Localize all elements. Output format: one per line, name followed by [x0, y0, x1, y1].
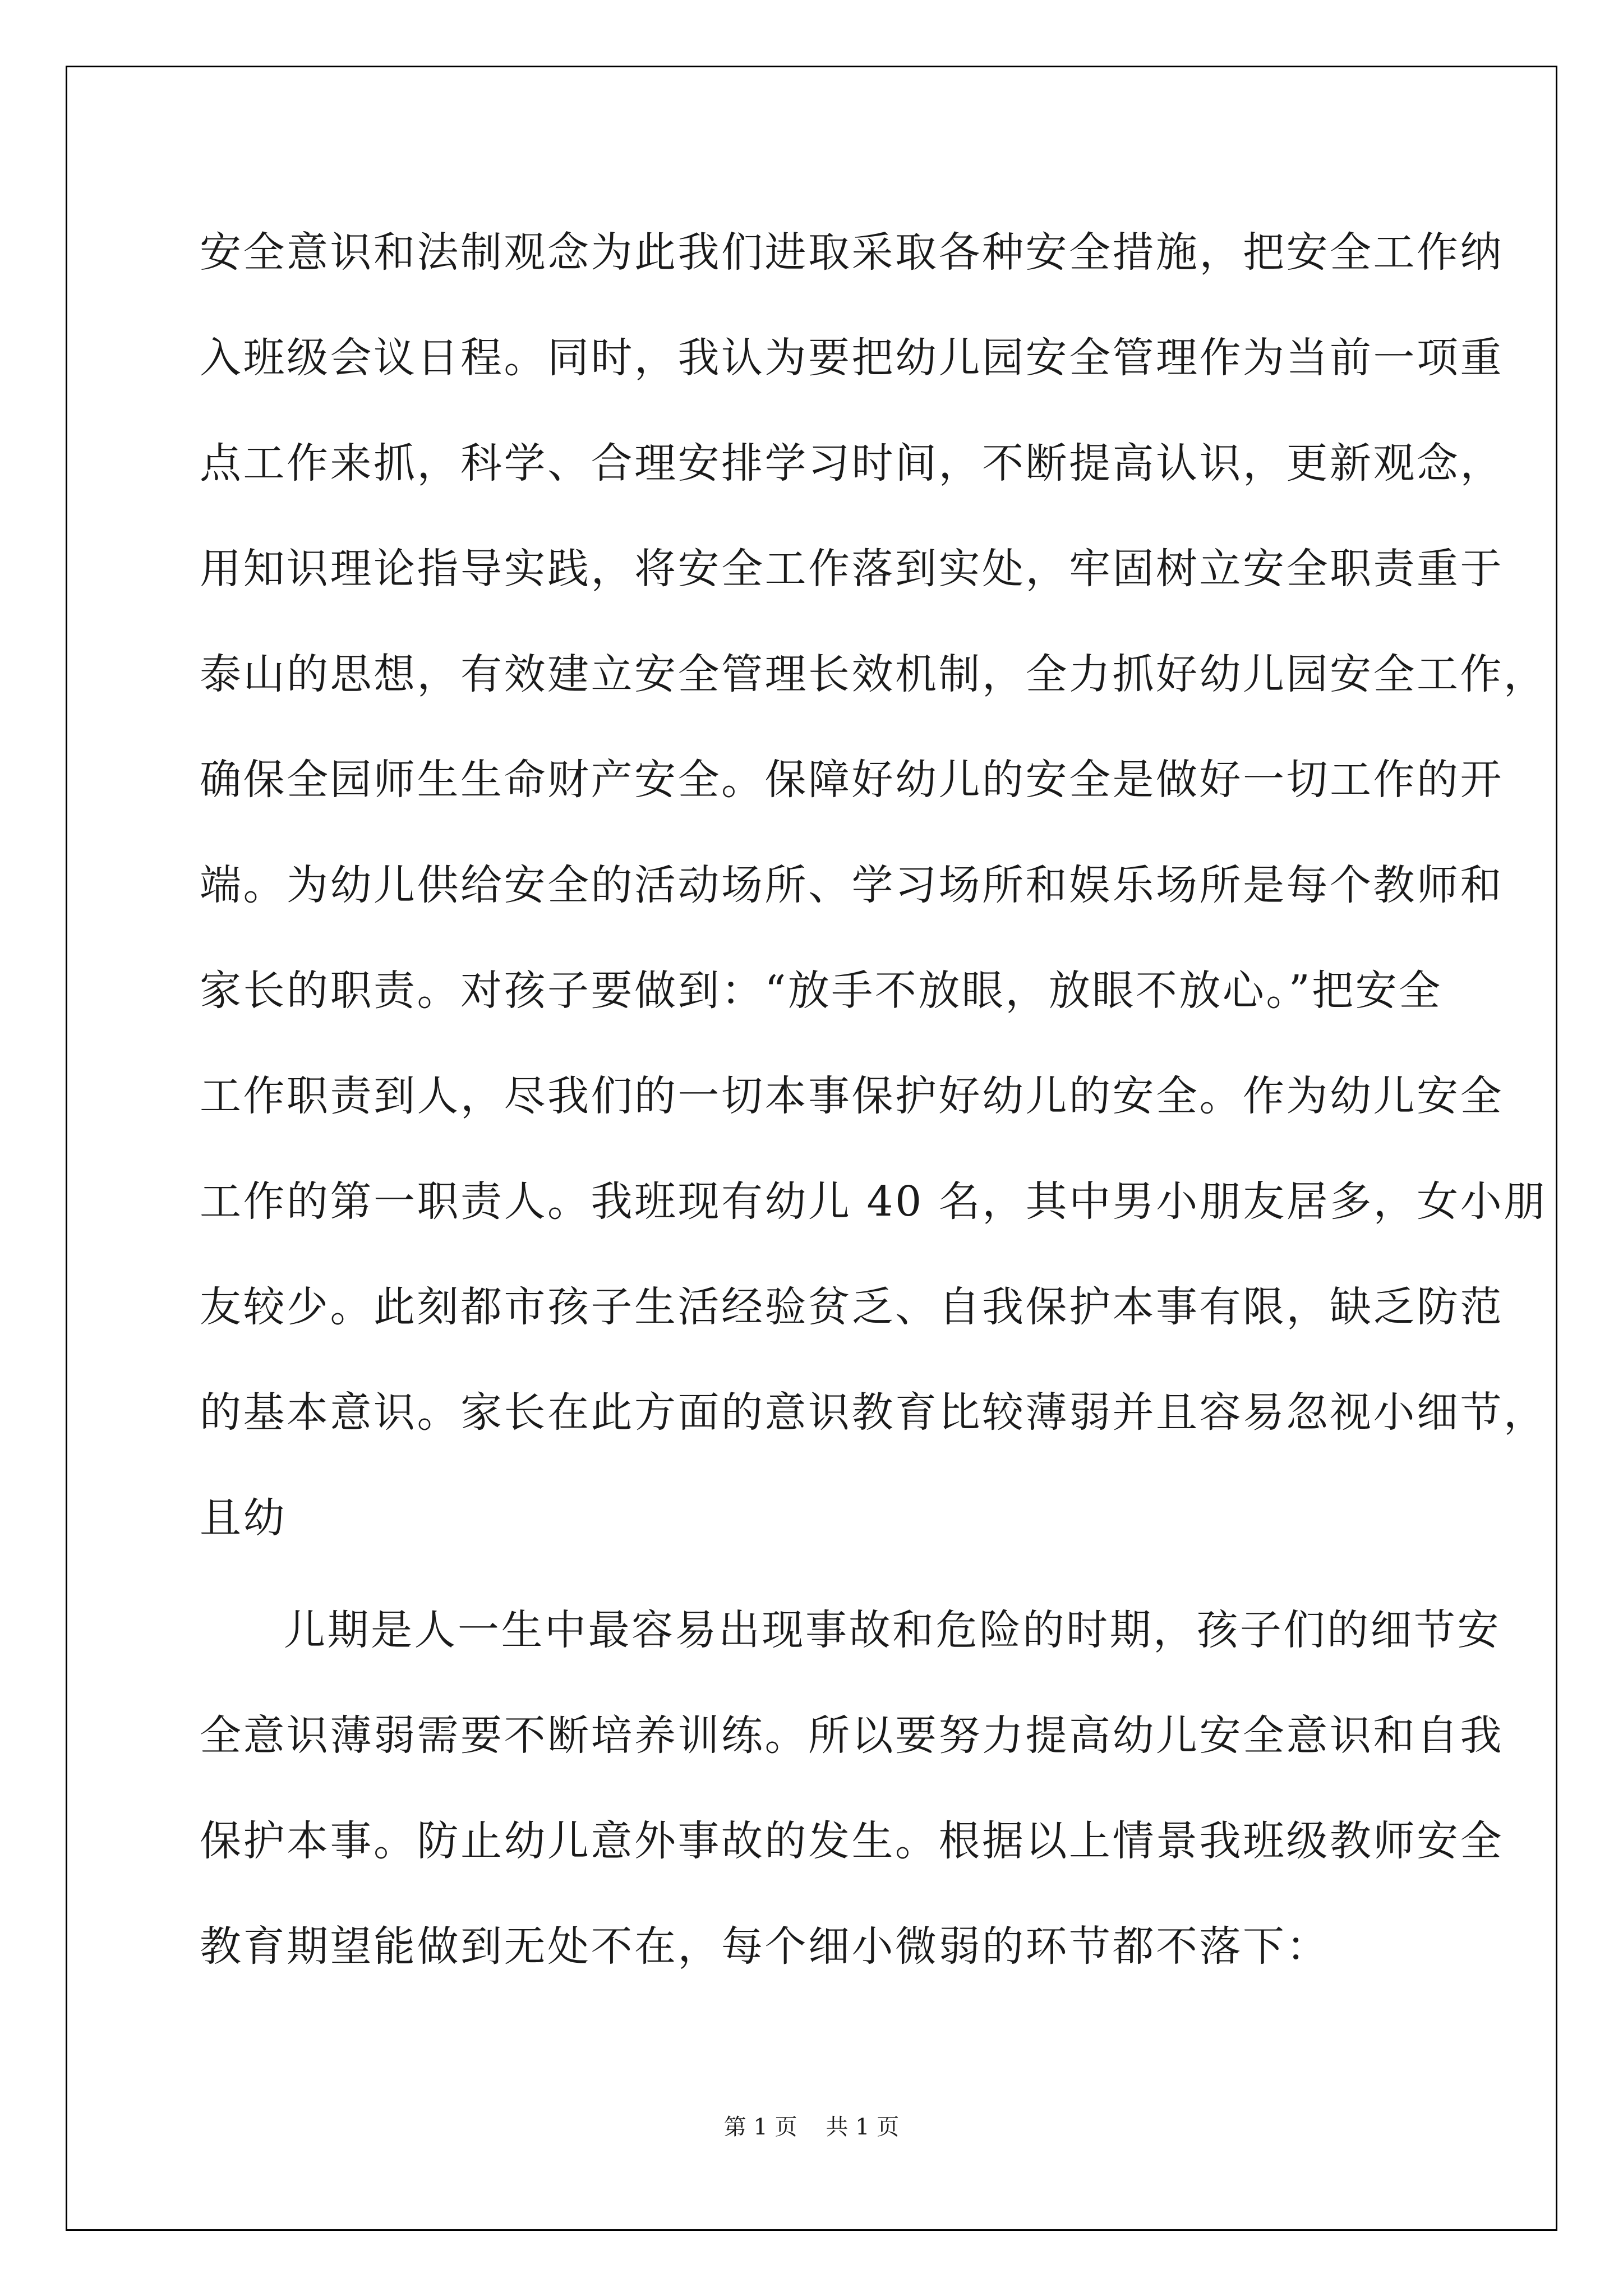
- text-line: 保护本事。防止幼儿意外事故的发生。根据以上情景我班级教师安全: [200, 1817, 1504, 1865]
- text-line: 安全意识和法制观念为此我们进取采取各种安全措施，把安全工作纳: [200, 228, 1504, 277]
- text-line: 泰山的思想，有效建立安全管理长效机制，全力抓好幼儿园安全工作，: [200, 650, 1547, 698]
- text-line: 工作的第一职责人。我班现有幼儿 40 名，其中男小朋友居多，女小朋: [200, 1177, 1547, 1226]
- text-line: 友较少。此刻都市孩子生活经验贫乏、自我保护本事有限，缺乏防范: [200, 1283, 1504, 1331]
- text-line: 家长的职责。对孩子要做到：“放手不放眼，放眼不放心。”把安全: [200, 967, 1442, 1015]
- text-line: 工作职责到人，尽我们的一切本事保护好幼儿的安全。作为幼儿安全: [200, 1072, 1504, 1120]
- text-line: 的基本意识。家长在此方面的意识教育比较薄弱并且容易忽视小细节，: [200, 1388, 1547, 1437]
- paragraph-first-line: 儿期是人一生中最容易出现事故和危险的时期，孩子们的细节安: [284, 1606, 1501, 1654]
- text-line: 确保全园师生生命财产安全。保障好幼儿的安全是做好一切工作的开: [200, 756, 1504, 804]
- text-line: 点工作来抓，科学、合理安排学习时间，不断提高认识，更新观念，: [200, 439, 1504, 487]
- page-number-footer: 第 1 页 共 1 页: [723, 2114, 900, 2140]
- text-line: 且幼: [200, 1494, 287, 1542]
- text-line: 端。为幼儿供给安全的活动场所、学习场所和娱乐场所是每个教师和: [200, 861, 1504, 909]
- text-line: 教育期望能做到无处不在，每个细小微弱的环节都不落下：: [200, 1922, 1330, 1971]
- text-line: 用知识理论指导实践，将安全工作落到实处，牢固树立安全职责重于: [200, 545, 1504, 593]
- text-line: 入班级会议日程。同时，我认为要把幼儿园安全管理作为当前一项重: [200, 334, 1504, 382]
- text-line: 全意识薄弱需要不断培养训练。所以要努力提高幼儿安全意识和自我: [200, 1711, 1504, 1760]
